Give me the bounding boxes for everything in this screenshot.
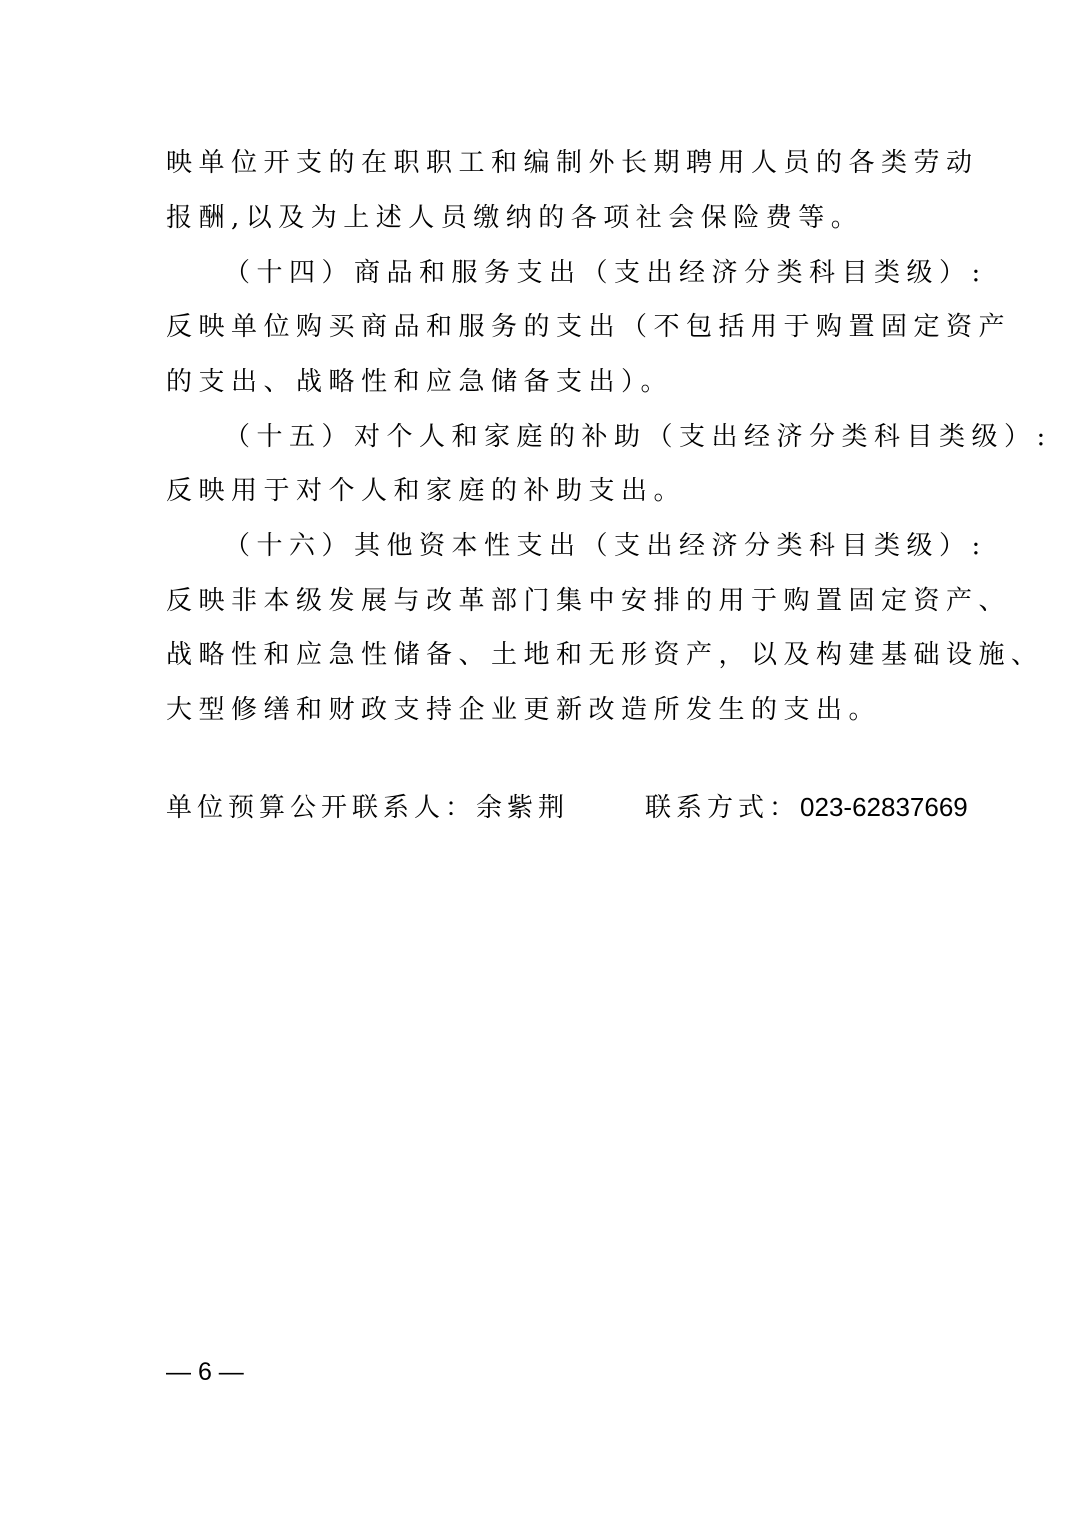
body-text-line: 反映单位购买商品和服务的支出（不包括用于购置固定资产 bbox=[166, 312, 1012, 342]
body-text-line: 大型修缮和财政支持企业更新改造所发生的支出。 bbox=[166, 695, 882, 725]
page-number: — 6 — bbox=[166, 1358, 244, 1386]
body-text-line: 报酬,以及为上述人员缴纳的各项社会保险费等。 bbox=[166, 203, 864, 233]
body-text-line: 的支出、战略性和应急储备支出）。 bbox=[166, 367, 674, 397]
contact-person: 单位预算公开联系人：余紫荆 bbox=[166, 793, 570, 823]
section-heading-16: （十六）其他资本性支出（支出经济分类科目类级）: bbox=[224, 531, 987, 561]
section-heading-14: （十四）商品和服务支出（支出经济分类科目类级）: bbox=[224, 258, 987, 288]
body-text-line: 映单位开支的在职职工和编制外长期聘用人员的各类劳动 bbox=[166, 148, 979, 178]
contact-phone-label: 联系方式： bbox=[645, 793, 801, 823]
body-text-line: 反映用于对个人和家庭的补助支出。 bbox=[166, 476, 687, 506]
contact-line bbox=[166, 790, 968, 825]
body-text-line: 战略性和应急性储备、土地和无形资产，以及构建基础设施、 bbox=[166, 640, 1044, 670]
body-text-line: 反映非本级发展与改革部门集中安排的用于购置固定资产、 bbox=[166, 586, 1012, 616]
contact-phone: 023-62837669 bbox=[800, 792, 968, 822]
section-heading-15: （十五）对个人和家庭的补助（支出经济分类科目类级）: bbox=[224, 422, 1052, 452]
